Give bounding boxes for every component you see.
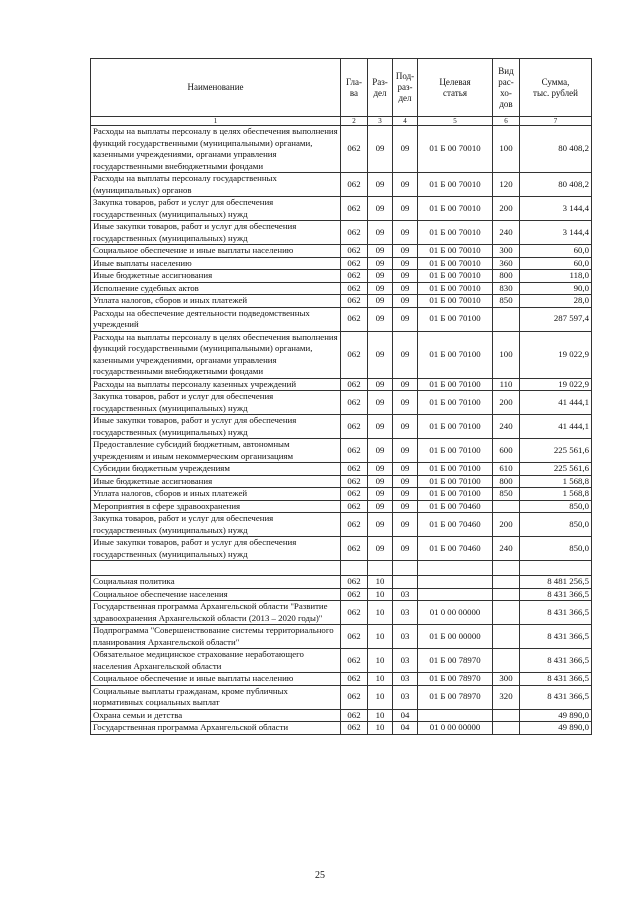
cell-name: Расходы на обеспечение деятельности подведомственных учреждений [91,307,341,331]
cell-razdel: 10 [368,649,393,673]
cell-glava: 062 [341,709,368,722]
table-row [91,625,592,649]
cell-glava: 062 [341,173,368,197]
cell-statya: 01 Б 00 70460 [418,500,493,513]
cell-podrazdel: 09 [393,282,418,295]
table-row [91,282,592,295]
cell-statya: 01 Б 00 70100 [418,439,493,463]
cell-statya: 01 Б 00 70010 [418,270,493,283]
cell-statya: 01 Б 00 70010 [418,245,493,258]
cell-podrazdel [393,576,418,589]
cell-podrazdel: 09 [393,537,418,561]
cell-name: Социальное обеспечение и иные выплаты населению [91,673,341,686]
cell-statya: 01 Б 00 70100 [418,391,493,415]
column-number: 1 [91,117,341,126]
cell-podrazdel: 09 [393,378,418,391]
cell-glava: 062 [341,625,368,649]
cell-statya: 01 Б 00 70010 [418,173,493,197]
table-body [91,126,592,735]
cell-vid: 110 [493,378,520,391]
cell-vid [493,625,520,649]
cell-glava: 062 [341,295,368,308]
cell-glava: 062 [341,673,368,686]
table-row [91,561,592,576]
cell-statya: 01 Б 00 70010 [418,197,493,221]
cell-glava: 062 [341,722,368,735]
cell-glava: 062 [341,488,368,501]
cell-vid: 300 [493,673,520,686]
cell-summa: 60,0 [520,245,592,258]
cell-razdel: 09 [368,173,393,197]
cell-name: Охрана семьи и детства [91,709,341,722]
column-number: 2 [341,117,368,126]
cell-statya [418,588,493,601]
cell-razdel: 10 [368,625,393,649]
cell-podrazdel: 09 [393,513,418,537]
cell-summa: 90,0 [520,282,592,295]
cell-summa: 49 890,0 [520,722,592,735]
cell-name: Государственная программа Архангельской области "Развитие здравоохранения Архангельской области (2013 – 2020 годы)" [91,601,341,625]
cell-statya: 01 0 00 00000 [418,722,493,735]
table-row [91,488,592,501]
cell-vid: 850 [493,488,520,501]
cell-podrazdel: 09 [393,197,418,221]
cell-statya: 01 Б 00 70100 [418,378,493,391]
cell-glava: 062 [341,685,368,709]
table-row [91,576,592,589]
cell-name: Субсидии бюджетным учреждениям [91,463,341,476]
cell-vid: 800 [493,475,520,488]
column-number-row [91,117,592,126]
cell-vid: 600 [493,439,520,463]
cell-razdel: 09 [368,537,393,561]
column-number: 6 [493,117,520,126]
table-row [91,709,592,722]
cell-razdel: 09 [368,282,393,295]
cell-vid [493,307,520,331]
cell-summa: 28,0 [520,295,592,308]
cell-name: Социальная политика [91,576,341,589]
cell-vid [493,588,520,601]
table-row [91,673,592,686]
cell-name: Уплата налогов, сборов и иных платежей [91,488,341,501]
cell-vid: 120 [493,173,520,197]
cell-razdel: 09 [368,439,393,463]
cell-summa: 1 568,8 [520,475,592,488]
cell-podrazdel: 03 [393,588,418,601]
cell-name: Социальное обеспечение и иные выплаты населению [91,245,341,258]
cell-summa: 19 022,9 [520,378,592,391]
cell-vid: 200 [493,391,520,415]
cell-vid: 240 [493,537,520,561]
cell-name: Обязательное медицинское страхование неработающего населения Архангельской области [91,649,341,673]
table-row [91,513,592,537]
budget-table-page [90,58,591,735]
cell-podrazdel: 09 [393,270,418,283]
cell-name: Расходы на выплаты персоналу в целях обеспечения выполнения функций государственными (муниципальными) органами, казенными учреждениями, органами управления государственными внебюджетными фондами [91,331,341,378]
cell-glava: 062 [341,221,368,245]
table-row [91,588,592,601]
cell-statya [418,576,493,589]
cell-razdel: 09 [368,500,393,513]
cell-summa: 19 022,9 [520,331,592,378]
cell-name: Закупка товаров, работ и услуг для обеспечения государственных (муниципальных) нужд [91,513,341,537]
cell-name [91,561,341,576]
cell-name: Мероприятия в сфере здравоохранения [91,500,341,513]
cell-razdel: 10 [368,722,393,735]
column-number: 5 [418,117,493,126]
cell-name: Предоставление субсидий бюджетным, автономным учреждениям и иным некоммерческим организациям [91,439,341,463]
table-row [91,415,592,439]
cell-razdel: 09 [368,378,393,391]
cell-name: Исполнение судебных актов [91,282,341,295]
cell-razdel: 09 [368,331,393,378]
cell-summa: 80 408,2 [520,173,592,197]
cell-vid: 240 [493,415,520,439]
cell-razdel: 09 [368,126,393,173]
table-row [91,722,592,735]
cell-statya: 01 Б 00 70010 [418,221,493,245]
cell-glava: 062 [341,197,368,221]
cell-statya: 01 Б 00 00000 [418,625,493,649]
cell-statya: 01 Б 00 70010 [418,295,493,308]
cell-summa: 225 561,6 [520,463,592,476]
table-row [91,270,592,283]
cell-statya [418,709,493,722]
cell-razdel: 09 [368,415,393,439]
cell-razdel: 09 [368,307,393,331]
cell-name: Иные закупки товаров, работ и услуг для обеспечения государственных (муниципальных) нужд [91,415,341,439]
cell-razdel: 09 [368,270,393,283]
cell-name: Иные закупки товаров, работ и услуг для обеспечения государственных (муниципальных) нужд [91,221,341,245]
cell-name: Подпрограмма "Совершенствование системы территориального планирования Архангельской области" [91,625,341,649]
cell-glava: 062 [341,378,368,391]
cell-statya: 01 Б 00 70010 [418,126,493,173]
cell-podrazdel: 03 [393,649,418,673]
cell-glava: 062 [341,513,368,537]
cell-razdel: 09 [368,197,393,221]
cell-statya: 01 Б 00 70100 [418,415,493,439]
cell-statya: 01 Б 00 78970 [418,673,493,686]
cell-podrazdel: 03 [393,685,418,709]
cell-vid [493,561,520,576]
cell-summa: 225 561,6 [520,439,592,463]
cell-podrazdel: 09 [393,245,418,258]
cell-summa: 850,0 [520,537,592,561]
cell-vid: 300 [493,245,520,258]
cell-vid [493,601,520,625]
cell-glava: 062 [341,439,368,463]
cell-summa: 3 144,4 [520,197,592,221]
cell-summa: 8 431 366,5 [520,625,592,649]
cell-razdel: 09 [368,257,393,270]
cell-summa [520,561,592,576]
table-row [91,601,592,625]
cell-podrazdel: 09 [393,488,418,501]
cell-summa: 8 431 366,5 [520,685,592,709]
cell-podrazdel: 09 [393,126,418,173]
cell-statya: 01 Б 00 70010 [418,257,493,270]
cell-statya: 01 Б 00 70460 [418,513,493,537]
header-statya: Целевая статья [418,59,493,117]
cell-podrazdel: 09 [393,295,418,308]
cell-razdel: 09 [368,221,393,245]
cell-razdel: 10 [368,709,393,722]
cell-statya: 01 0 00 00000 [418,601,493,625]
header-razdel: Раз- дел [368,59,393,117]
cell-summa: 850,0 [520,500,592,513]
cell-statya: 01 Б 00 78970 [418,649,493,673]
cell-glava [341,561,368,576]
cell-glava: 062 [341,391,368,415]
cell-vid: 200 [493,513,520,537]
cell-vid: 610 [493,463,520,476]
cell-podrazdel: 09 [393,475,418,488]
cell-summa: 8 481 256,5 [520,576,592,589]
cell-razdel: 09 [368,245,393,258]
cell-summa: 41 444,1 [520,415,592,439]
header-name: Наименование [91,59,341,117]
cell-razdel: 09 [368,391,393,415]
cell-razdel: 10 [368,673,393,686]
table-row [91,245,592,258]
cell-name: Государственная программа Архангельской области [91,722,341,735]
cell-name: Иные бюджетные ассигнования [91,475,341,488]
cell-glava: 062 [341,588,368,601]
cell-name: Социальное обеспечение населения [91,588,341,601]
cell-summa: 3 144,4 [520,221,592,245]
cell-vid [493,722,520,735]
cell-vid [493,500,520,513]
cell-name: Закупка товаров, работ и услуг для обеспечения государственных (муниципальных) нужд [91,391,341,415]
cell-name: Иные бюджетные ассигнования [91,270,341,283]
table-row [91,378,592,391]
budget-table [90,58,592,735]
cell-podrazdel: 03 [393,601,418,625]
cell-vid: 360 [493,257,520,270]
cell-glava: 062 [341,282,368,295]
cell-podrazdel: 04 [393,722,418,735]
cell-glava: 062 [341,601,368,625]
cell-vid [493,576,520,589]
cell-razdel: 09 [368,475,393,488]
table-row [91,685,592,709]
table-row [91,197,592,221]
table-row [91,649,592,673]
cell-podrazdel: 09 [393,500,418,513]
table-row [91,331,592,378]
cell-glava: 062 [341,307,368,331]
cell-statya: 01 Б 00 70460 [418,537,493,561]
table-row [91,391,592,415]
cell-glava: 062 [341,270,368,283]
table-header-row [91,59,592,117]
cell-summa: 8 431 366,5 [520,601,592,625]
cell-podrazdel: 09 [393,257,418,270]
cell-glava: 062 [341,245,368,258]
cell-summa: 8 431 366,5 [520,588,592,601]
column-number: 3 [368,117,393,126]
cell-podrazdel [393,561,418,576]
cell-razdel: 10 [368,685,393,709]
cell-summa: 118,0 [520,270,592,283]
cell-summa: 850,0 [520,513,592,537]
column-number: 7 [520,117,592,126]
table-row [91,173,592,197]
cell-statya: 01 Б 00 70100 [418,331,493,378]
table-row [91,439,592,463]
cell-razdel: 10 [368,601,393,625]
cell-statya: 01 Б 00 70100 [418,307,493,331]
header-vid: Вид рас- хо- дов [493,59,520,117]
cell-statya [418,561,493,576]
cell-glava: 062 [341,475,368,488]
cell-vid: 320 [493,685,520,709]
cell-glava: 062 [341,537,368,561]
cell-vid: 200 [493,197,520,221]
cell-name: Уплата налогов, сборов и иных платежей [91,295,341,308]
cell-podrazdel: 09 [393,221,418,245]
cell-name: Расходы на выплаты персоналу казенных учреждений [91,378,341,391]
table-row [91,307,592,331]
cell-summa: 49 890,0 [520,709,592,722]
table-row [91,475,592,488]
cell-razdel [368,561,393,576]
table-row [91,126,592,173]
cell-podrazdel: 09 [393,463,418,476]
cell-podrazdel: 09 [393,439,418,463]
cell-statya: 01 Б 00 78970 [418,685,493,709]
cell-name: Социальные выплаты гражданам, кроме публичных нормативных социальных выплат [91,685,341,709]
cell-podrazdel: 09 [393,173,418,197]
cell-glava: 062 [341,576,368,589]
cell-vid [493,709,520,722]
cell-name: Закупка товаров, работ и услуг для обеспечения государственных (муниципальных) нужд [91,197,341,221]
cell-statya: 01 Б 00 70100 [418,463,493,476]
cell-glava: 062 [341,649,368,673]
cell-name: Иные закупки товаров, работ и услуг для обеспечения государственных (муниципальных) нужд [91,537,341,561]
cell-vid: 800 [493,270,520,283]
cell-summa: 1 568,8 [520,488,592,501]
cell-name: Расходы на выплаты персоналу в целях обеспечения выполнения функций государственными (муниципальными) органами, казенными учреждениями, органами управления государственными внебюджетными фондами [91,126,341,173]
cell-podrazdel: 09 [393,391,418,415]
header-glava: Гла- ва [341,59,368,117]
table-row [91,221,592,245]
cell-summa: 8 431 366,5 [520,673,592,686]
cell-summa: 41 444,1 [520,391,592,415]
cell-vid: 850 [493,295,520,308]
cell-glava: 062 [341,463,368,476]
table-row [91,257,592,270]
cell-summa: 80 408,2 [520,126,592,173]
header-summa: Сумма, тыс. рублей [520,59,592,117]
cell-razdel: 09 [368,488,393,501]
cell-glava: 062 [341,257,368,270]
table-row [91,463,592,476]
header-podrazdel: Под- раз- дел [393,59,418,117]
cell-vid: 100 [493,126,520,173]
cell-summa: 287 597,4 [520,307,592,331]
cell-razdel: 10 [368,588,393,601]
cell-statya: 01 Б 00 70100 [418,488,493,501]
cell-vid: 830 [493,282,520,295]
cell-statya: 01 Б 00 70010 [418,282,493,295]
cell-statya: 01 Б 00 70100 [418,475,493,488]
cell-glava: 062 [341,500,368,513]
cell-podrazdel: 03 [393,673,418,686]
cell-podrazdel: 09 [393,307,418,331]
cell-podrazdel: 03 [393,625,418,649]
cell-razdel: 09 [368,463,393,476]
cell-podrazdel: 09 [393,331,418,378]
cell-summa: 8 431 366,5 [520,649,592,673]
cell-vid: 100 [493,331,520,378]
cell-vid: 240 [493,221,520,245]
table-row [91,537,592,561]
cell-vid [493,649,520,673]
cell-glava: 062 [341,331,368,378]
cell-podrazdel: 09 [393,415,418,439]
cell-razdel: 10 [368,576,393,589]
page-number: 25 [315,870,325,881]
table-row [91,500,592,513]
cell-glava: 062 [341,126,368,173]
cell-glava: 062 [341,415,368,439]
cell-name: Расходы на выплаты персоналу государственных (муниципальных) органов [91,173,341,197]
cell-podrazdel: 04 [393,709,418,722]
table-row [91,295,592,308]
cell-name: Иные выплаты населению [91,257,341,270]
cell-summa: 60,0 [520,257,592,270]
cell-razdel: 09 [368,513,393,537]
cell-razdel: 09 [368,295,393,308]
column-number: 4 [393,117,418,126]
